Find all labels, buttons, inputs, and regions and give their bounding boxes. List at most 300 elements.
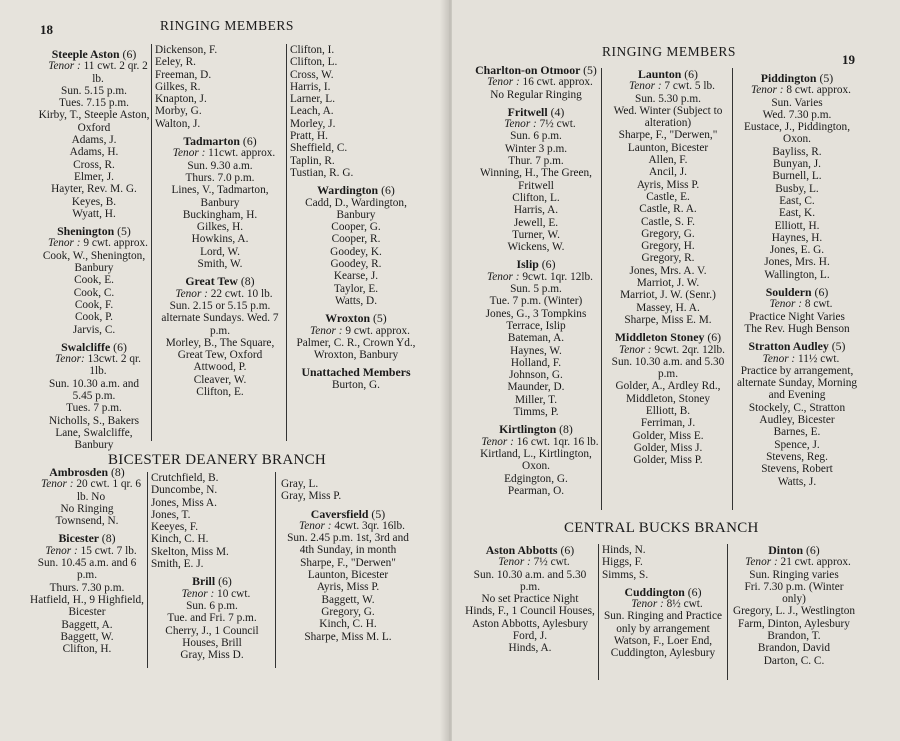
member-line: Edgington, G. — [504, 472, 568, 485]
bell-count: (5) — [583, 63, 597, 77]
tenor-label: Tenor : — [481, 435, 514, 448]
column-rule — [727, 544, 728, 680]
tower-entry — [290, 44, 422, 179]
member-line: Walton, J. — [155, 117, 201, 130]
tower-entry — [155, 135, 285, 270]
bell-count: (5) — [831, 339, 846, 354]
member-line: The Rev. Hugh Benson — [744, 322, 850, 335]
member-line: Watts, J. — [777, 475, 817, 488]
tower-entry — [155, 275, 285, 398]
member-line: Gray, L. — [281, 478, 319, 490]
tenor-spec — [472, 76, 600, 88]
tenor-spec — [281, 520, 415, 532]
member-line: Freeman, D. — [155, 68, 212, 81]
bell-count: (8) — [101, 531, 116, 546]
tower-entry — [281, 478, 415, 503]
tower-name: Wroxton — [325, 311, 371, 326]
tower-heading — [736, 286, 858, 298]
column — [732, 544, 856, 672]
member-line: Townsend, N. — [55, 515, 119, 528]
member-line: Sun. 6 p.m. — [186, 599, 238, 612]
member-line: Marriot, J. W. (Senr.) — [620, 289, 716, 302]
member-line: Winter 3 p.m. — [504, 142, 568, 155]
tower-name: Cuddington — [624, 584, 685, 599]
page-number: 18 — [40, 22, 53, 37]
member-line: Pearman, O. — [507, 484, 565, 497]
bell-count: (8) — [559, 422, 573, 437]
member-line: Smith, W. — [197, 258, 243, 271]
tower-heading — [290, 366, 422, 378]
member-line: Sun. 10.30 a.m. and 5.30 p.m. — [611, 355, 725, 381]
column-rule — [598, 544, 599, 680]
member-line: Stockely, C., Stratton Audley, Bicester — [748, 401, 846, 427]
member-line: Taylor, E. — [333, 282, 379, 295]
member-line: Johnson, G. — [509, 369, 563, 382]
member-line: No Regular Ringing — [490, 88, 582, 101]
member-line: Cook, W., Shenington, Banbury — [42, 249, 146, 275]
tower-heading — [472, 258, 600, 270]
member-line: No Ringing — [60, 502, 114, 515]
member-line: Elliott, H. — [774, 219, 820, 232]
column — [472, 64, 600, 502]
tenor-label: Tenor : — [487, 270, 520, 283]
member-line: Thur. 7 p.m. — [508, 155, 564, 168]
tenor-spec — [151, 588, 273, 600]
member-line: Baggett, W. — [60, 630, 114, 643]
page-number: 19 — [842, 52, 855, 67]
member-line: Sun. Ringing and Practice only by arrangement — [604, 610, 722, 635]
tower-name: Charlton-on Otmoor — [475, 63, 581, 77]
tenor-spec — [736, 298, 858, 310]
tower-entry — [28, 532, 146, 655]
member-line: Skelton, Miss M. — [151, 545, 229, 558]
member-line: Clifton, I. — [290, 44, 335, 56]
tenor-spec — [155, 147, 285, 159]
tower-entry — [38, 48, 150, 220]
member-line: Baggett, W. — [321, 593, 375, 606]
left-page — [0, 0, 448, 741]
tower-name: Wardington — [317, 183, 379, 198]
tenor-weight: 7½ cwt. — [539, 118, 576, 131]
member-line: Miller, T. — [514, 393, 558, 406]
member-line: Simms, S. — [602, 568, 649, 581]
tower-name: Kirtlington — [499, 422, 557, 437]
member-line: Sharpe, Miss M. L. — [304, 630, 392, 643]
tenor-label: Tenor : — [498, 556, 531, 569]
tower-entry — [736, 72, 858, 281]
tenor-label: Tenor : — [504, 118, 537, 131]
member-line: Wickens, W. — [507, 241, 565, 254]
member-line: Sun. 9.30 a.m. — [187, 159, 253, 172]
member-line: Larner, L. — [290, 93, 336, 106]
member-line: Clifton, L. — [512, 191, 560, 204]
member-line: Goodey, K. — [330, 245, 382, 258]
member-line: Haynes, W. — [510, 344, 562, 357]
member-line: Gregory, G. — [641, 227, 695, 240]
tower-name: Fritwell — [507, 104, 548, 119]
bell-count: (6) — [541, 257, 556, 272]
member-line: Burnell, L. — [772, 170, 822, 183]
tower-name: Steeple Aston — [51, 47, 120, 61]
member-line: Jones, T. — [151, 508, 191, 521]
member-line: Sun. 2.15 or 5.15 p.m. alternate Sundays. Wed. 7 p.m. — [161, 299, 279, 337]
member-line: Harris, A. — [513, 204, 559, 217]
member-line: Bayliss, R. — [772, 145, 822, 158]
member-line: Gregory, H. — [641, 240, 695, 253]
tower-entry — [38, 225, 150, 336]
column — [290, 44, 422, 396]
tenor-weight: 11cwt. approx. — [208, 147, 276, 160]
bell-count: (6) — [684, 67, 698, 81]
tower-heading — [28, 532, 146, 544]
member-line: Nicholls, S., Bakers Lane, Swalcliffe, Banbury — [48, 414, 140, 452]
member-line: Sharpe, F., "Derwen" Launton, Bicester — [300, 556, 396, 582]
member-line: Hinds, A. — [508, 642, 552, 655]
bell-count: (6) — [218, 574, 232, 589]
column — [602, 544, 724, 665]
member-line: Castle, R. A. — [639, 203, 697, 216]
member-line: Lines, V., Tadmarton, Banbury — [171, 184, 269, 209]
tower-entry — [38, 341, 150, 452]
member-line: Brandon, T. — [767, 630, 821, 643]
tower-entry — [472, 106, 600, 254]
member-line: Ferriman, J. — [640, 417, 696, 430]
tenor-weight: 9 cwt. approx. — [83, 237, 148, 250]
member-line: Massey, H. A. — [636, 301, 700, 314]
column-rule — [147, 472, 148, 668]
member-line: Morley, B., The Square, Great Tew, Oxford — [165, 336, 275, 362]
tower-entry — [472, 423, 600, 497]
member-line: Keeyes, F. — [151, 521, 199, 534]
bell-count: (5) — [117, 224, 131, 239]
tower-name: Caversfield — [310, 506, 369, 521]
tenor-spec — [732, 556, 856, 568]
member-line: Sun. 10.45 a.m. and 6 p.m. — [37, 557, 137, 582]
member-line: Wyatt, H. — [72, 207, 116, 220]
tower-name: Shenington — [57, 224, 115, 239]
tenor-weight: 21 cwt. approx. — [780, 556, 851, 569]
member-line: Sun. Varies — [771, 96, 823, 109]
member-line: Bunyan, J. — [772, 158, 821, 171]
tower-heading — [732, 544, 856, 556]
tower-entry — [281, 508, 415, 643]
tenor-weight: 10 cwt. — [217, 587, 251, 600]
member-line: Leach, A. — [290, 105, 334, 118]
tower-entry — [732, 544, 856, 667]
member-line: Fri. 7.30 p.m. (Winter only) — [744, 580, 844, 606]
column — [736, 72, 858, 493]
tenor-weight: 8 cwt. approx. — [786, 84, 851, 97]
member-line: Timms, P. — [513, 406, 559, 419]
tower-name: Great Tew — [185, 274, 238, 289]
member-line: Winning, H., The Green, Fritwell — [480, 167, 592, 192]
bell-count: (6) — [687, 584, 702, 599]
bell-count: (6) — [381, 183, 395, 198]
member-line: Darton, C. C. — [763, 654, 825, 667]
member-line: Golder, Miss J. — [633, 441, 703, 454]
tenor-label: Tenor : — [309, 324, 343, 337]
member-line: Hatfield, H., 9 Highfield, Bicester — [30, 593, 144, 619]
tenor-spec — [28, 478, 146, 503]
member-line: Castle, E. — [646, 190, 690, 203]
member-line: Adams, H. — [69, 146, 119, 159]
member-line: Allen, F. — [648, 154, 688, 167]
tenor-label: Tenor : — [47, 237, 81, 250]
member-line: Thurs. 7.0 p.m. — [185, 171, 255, 184]
tenor-spec — [472, 436, 600, 448]
tenor-spec — [472, 271, 600, 283]
member-line: Gilkes, R. — [155, 80, 201, 93]
member-line: Gray, Miss D. — [180, 649, 244, 662]
member-line: Sun. 10.30 a.m. and 5.45 p.m. — [48, 377, 140, 403]
tower-heading — [472, 106, 600, 118]
member-line: Cross, R. — [73, 158, 115, 171]
member-line: Crutchfield, B. — [151, 472, 219, 484]
tower-heading — [602, 586, 724, 598]
member-line: Tue. 7 p.m. (Winter) — [489, 295, 583, 308]
member-line: Cleaver, W. — [193, 373, 247, 386]
tenor-spec — [38, 60, 150, 85]
tenor-spec — [605, 344, 731, 356]
tenor-weight: 22 cwt. 10 lb. — [210, 287, 273, 300]
member-line: Maunder, D. — [507, 381, 565, 394]
column — [464, 544, 596, 660]
tenor-spec — [38, 237, 150, 249]
column-rule — [601, 68, 602, 510]
column — [38, 48, 150, 457]
member-line: Hayter, Rev. M. G. — [51, 183, 137, 196]
tower-name: Dinton — [768, 543, 804, 557]
running-head: RINGING MEMBERS — [160, 18, 294, 33]
tenor-spec — [155, 288, 285, 300]
tower-heading — [464, 544, 596, 556]
member-line: Elmer, J. — [73, 170, 115, 183]
member-line: Cook, F. — [74, 298, 114, 311]
tenor-label: Tenor : — [172, 147, 206, 160]
tenor-spec — [290, 325, 422, 337]
member-line: Sharpe, F., "Derwen," Launton, Bicester — [618, 129, 718, 154]
member-line: Golder, Miss P. — [633, 454, 703, 467]
member-line: Dickenson, F. — [155, 44, 218, 56]
member-line: Eustace, J., Piddington, Oxon. — [743, 121, 851, 146]
column-rule — [151, 44, 152, 441]
member-line: Baggett, A. — [61, 618, 113, 631]
bell-count: (8) — [110, 465, 125, 479]
tenor-spec — [464, 556, 596, 568]
tenor-weight: 15 cwt. 7 lb. — [80, 544, 137, 557]
member-line: Ayris, Miss P. — [636, 178, 700, 191]
member-line: Ayris, Miss P. — [316, 581, 380, 594]
tower-heading — [290, 184, 422, 196]
tenor-weight: 9 cwt. approx. — [345, 324, 410, 337]
member-line: Jones, Miss A. — [151, 496, 217, 509]
tower-name: Swalcliffe — [61, 339, 111, 354]
branch-heading: CENTRAL BUCKS BRANCH — [564, 520, 759, 536]
tenor-spec — [472, 118, 600, 130]
member-line: Barnes, E. — [773, 426, 821, 439]
tower-entry — [736, 340, 858, 488]
tower-heading — [155, 275, 285, 287]
member-line: Hinds, N. — [602, 544, 646, 556]
tower-heading — [38, 48, 150, 60]
member-line: Kirby, T., Steeple Aston, Oxford — [38, 109, 150, 134]
member-line: Morby, G. — [155, 105, 202, 118]
tower-name: Stratton Audley — [748, 339, 829, 354]
member-line: Palmer, C. R., Crown Yd., Wroxton, Banbury — [296, 336, 416, 362]
member-line: Pratt, H. — [290, 130, 328, 143]
member-line: Gilkes, H. — [196, 221, 244, 234]
column-rule — [286, 44, 287, 441]
bell-count: (6) — [242, 134, 257, 149]
member-line: Spence, J. — [774, 438, 820, 451]
member-line: Burton, G. — [331, 378, 380, 391]
tenor-weight: 20 cwt. 1 qr. 6 lb. No — [76, 478, 141, 503]
member-line: Sun. 2.45 p.m. 1st, 3rd and 4th Sunday, in month — [287, 532, 409, 557]
tenor-spec — [605, 80, 731, 92]
member-line: Ford, J. — [512, 630, 548, 643]
tower-entry — [605, 68, 731, 326]
tower-name: Tadmarton — [183, 134, 240, 149]
tenor-label: Tenor : — [299, 519, 332, 532]
member-line: Keyes, B. — [71, 195, 117, 208]
tower-name: Aston Abbotts — [485, 543, 558, 557]
bell-count: (6) — [805, 543, 820, 557]
right-page — [452, 0, 900, 741]
member-line: Tues. 7.15 p.m. — [59, 97, 129, 110]
tenor-label: Tenor : — [745, 556, 778, 569]
tower-name: Bicester — [58, 531, 99, 546]
tower-entry — [736, 286, 858, 335]
tenor-weight: 11½ cwt. — [798, 352, 840, 365]
tenor-spec — [28, 545, 146, 557]
member-line: Sun. 5 p.m. — [510, 283, 562, 296]
member-line: Marriot, J. W. — [636, 277, 700, 290]
tenor-weight: 8 cwt. — [804, 298, 833, 311]
member-line: Cooper, G. — [331, 221, 381, 234]
member-line: Sun. 6 p.m. — [510, 130, 562, 143]
tenor-spec — [736, 353, 858, 365]
tower-name: Souldern — [765, 285, 812, 300]
tower-entry — [472, 64, 600, 101]
member-line: Sun. 10.30 a.m. and 5.30 p.m. — [473, 568, 587, 593]
column-rule — [275, 472, 276, 668]
column-rule — [732, 68, 733, 510]
column — [605, 68, 731, 472]
member-line: Taplin, R. — [290, 154, 335, 167]
tower-name: Islip — [516, 257, 539, 272]
tower-entry — [290, 366, 422, 391]
member-line: Tues. 7 p.m. — [66, 402, 122, 415]
member-line: Sun. 5.15 p.m. — [61, 84, 127, 97]
member-line: Cooper, R. — [331, 233, 381, 246]
bell-count: (4) — [550, 104, 565, 119]
member-line: Adams, J. — [71, 134, 117, 147]
tower-heading — [472, 423, 600, 435]
tower-name: Middleton Stoney — [614, 330, 705, 345]
tower-heading — [155, 135, 285, 147]
member-line: Golder, A., Ardley Rd., Middleton, Stoney — [615, 380, 721, 405]
tenor-weight: 7 cwt. 5 lb. — [664, 80, 715, 93]
member-line: Haynes, H. — [771, 231, 823, 244]
member-line: Sun. Ringing varies — [749, 568, 839, 581]
tower-name: Brill — [192, 574, 216, 589]
tenor-label: Tenor : — [40, 478, 74, 491]
tenor-label: Tenor : — [769, 298, 803, 311]
member-line: No set Practice Night — [481, 593, 579, 606]
tenor-label: Tenor : — [619, 343, 652, 356]
member-line: Kirtland, L., Kirtlington, Oxon. — [480, 447, 592, 473]
member-line: Attwood, P. — [193, 361, 247, 374]
tenor-label: Tenor : — [45, 544, 78, 557]
member-line: Jewell, E. — [513, 216, 559, 229]
tenor-weight: 13cwt. 2 qr. 1lb. — [87, 353, 141, 378]
member-line: Jones, G., 3 Tompkins Terrace, Islip — [485, 307, 587, 332]
member-line: Wed. 7.30 p.m. — [762, 108, 832, 121]
member-line: Gray, Miss P. — [281, 490, 342, 503]
member-line: Kearse, J. — [333, 270, 379, 283]
member-line: Jarvis, C. — [72, 323, 116, 336]
member-line: Practice Night Varies — [749, 310, 845, 323]
tenor-label: Tenor : — [631, 598, 664, 611]
tower-entry — [28, 466, 146, 527]
member-line: Harris, I. — [290, 80, 331, 93]
bell-count: (6) — [560, 543, 575, 557]
tenor-spec — [736, 84, 858, 96]
tower-heading — [736, 340, 858, 352]
member-line: Higgs, F. — [602, 556, 643, 569]
member-line: Wallington, L. — [764, 268, 830, 281]
member-line: Castle, S. F. — [640, 215, 696, 228]
member-line: Gregory, L. J., Westlington Farm, Dinton, Aylesbury — [732, 605, 856, 630]
member-line: Sun. 5.30 p.m. — [635, 92, 701, 105]
member-line: Cherry, J., 1 Council Houses, Brill — [165, 624, 259, 649]
member-line: Gregory, G. — [321, 605, 375, 618]
tenor-weight: 9cwt. 2qr. 12lb. — [654, 343, 725, 356]
member-line: Elliott, B. — [645, 405, 691, 418]
member-line: Duncombe, N. — [151, 484, 218, 497]
tower-heading — [736, 72, 858, 84]
member-line: Brandon, David — [757, 642, 831, 655]
tenor-weight: 4cwt. 3qr. 16lb. — [334, 519, 405, 532]
tenor-label: Tenor : — [762, 352, 796, 365]
tower-entry — [602, 586, 724, 660]
member-line: Jones, Mrs. H. — [764, 256, 830, 269]
member-line: Lord, W. — [200, 245, 240, 258]
member-line: Busby, L. — [775, 182, 819, 195]
member-line: Golder, Miss E. — [632, 429, 704, 442]
tenor-weight: 7½ cwt. — [533, 556, 570, 569]
member-line: Cross, W. — [290, 68, 334, 81]
member-line: Knapton, J. — [155, 93, 207, 106]
tenor-weight: 16 cwt. 1qr. 16 lb. — [516, 435, 599, 448]
tenor-label: Tenor : — [48, 60, 81, 73]
bell-count: (6) — [707, 330, 722, 345]
member-line: Eeley, R. — [155, 56, 196, 69]
tower-entry — [472, 258, 600, 418]
tower-heading — [605, 68, 731, 80]
tower-heading — [38, 341, 150, 353]
tenor-label: Tenor : — [175, 287, 208, 300]
member-line: Stevens, Robert — [761, 463, 833, 476]
member-line: Tue. and Fri. 7 p.m. — [167, 612, 257, 625]
member-line: Morley, J. — [290, 117, 336, 130]
tenor-label: Tenor: — [55, 353, 85, 366]
tenor-weight: 8½ cwt. — [666, 598, 703, 611]
tower-heading — [38, 225, 150, 237]
tower-entry — [605, 331, 731, 466]
tower-entry — [151, 472, 273, 570]
tower-heading — [290, 312, 422, 324]
